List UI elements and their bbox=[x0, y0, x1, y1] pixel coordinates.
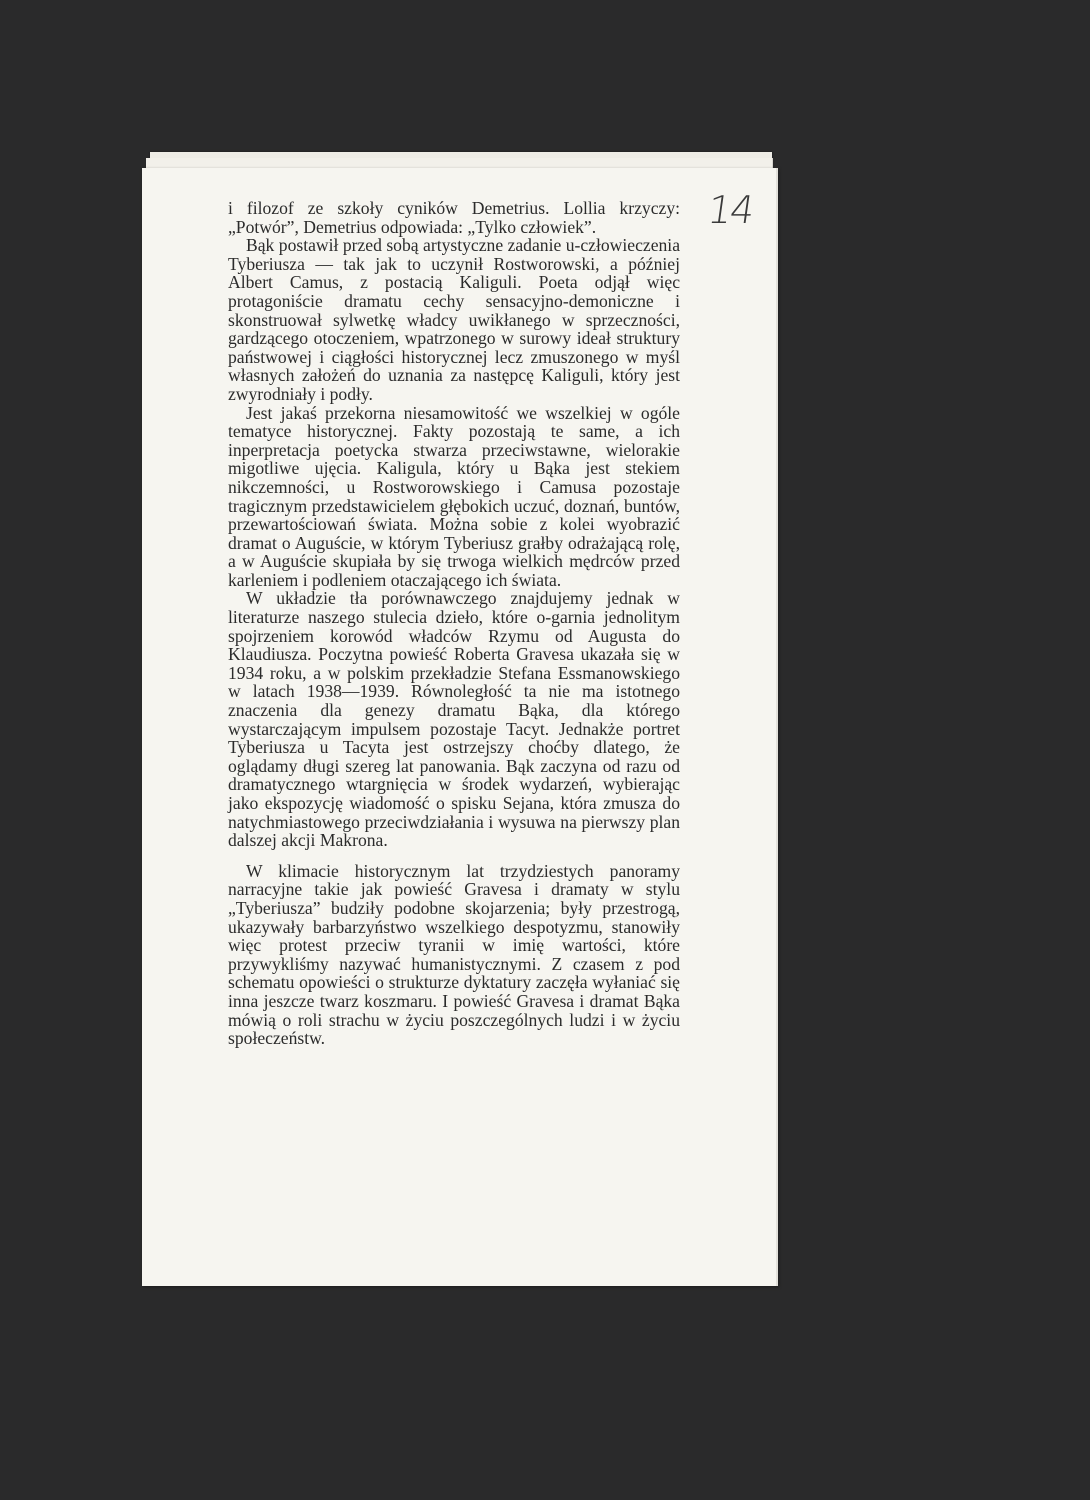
paragraph-2: Bąk postawił przed sobą artystyczne zadanie u-człowieczenia Tyberiusza — tak jak to uczynił Rostworowski, a później Albert Camus, z postacią Kaliguli. Poeta odjął więc protagoniście dramatu cechy sensacyjno-demoniczne i skonstruował sylwetkę władcy uwikłanego w sprzeczności, gardzącego otoczeniem, wpatrzonego w surowy ideał struktury państwowej i ciągłości historycznej lecz zmuszonego w myśl własnych założeń do uznania za następcę Kaliguli, który jest zwyrodniały i podły. bbox=[228, 235, 680, 404]
paragraph-4: W układzie tła porównawczego znajdujemy jednak w literaturze naszego stulecia dzieło, które o-garnia jednolitym spojrzeniem korowód władców Rzymu od Augusta do Klaudiusza. Poczytna powieść Roberta Gravesa ukazała się w 1934 roku, a w polskim przekładzie Stefana Essmanowskiego w latach 1938—1939. Równoległość ta nie ma istotnego znaczenia dla genezy dramatu Bąka, dla którego wystarczającym impulsem pozostaje Tacyt. Jednakże portret Tyberiusza u Tacyta jest ostrzejszy choćby dlatego, że oglądamy długi szereg lat panowania. Bąk zaczyna od razu od dramatycznego wtargnięcia w środek wydarzeń, wybierając jako ekspozycję wiadomość o spisku Sejana, która zmusza do natychmiastowego przeciwdziałania i wysuwa na pierwszy plan dalszej akcji Makrona. bbox=[228, 588, 680, 851]
paragraph-3: Jest jakaś przekorna niesamowitość we wszelkiej w ogóle tematyce historycznej. Fakty pozostają te same, a ich inperpretacja poetycka stwarza przeciwstawne, wielorakie migotliwe ujęcia. Kaligula, który u Bąka jest stekiem nikczemności, u Rostworowskiego i Camusa pozostaje tragicznym przedstawicielem głębokich uczuć, doznań, buntów, przewartościowań świata. Można sobie z kolei wyobrazić dramat o Auguście, w którym Tyberiusz grałby odrażającą rolę, a w Auguście skupiała by się trwoga wielkich mędrców przed karleniem i podleniem otaczającego ich świata. bbox=[228, 402, 680, 590]
paragraph-1: i filozof ze szkoły cyników Demetrius. Lollia krzyczy: „Potwór”, Demetrius odpowiada: „Tylko człowiek”. bbox=[228, 198, 680, 237]
handwritten-page-number: 14 bbox=[704, 188, 756, 232]
paragraph-5: W klimacie historycznym lat trzydziestych panoramy narracyjne takie jak powieść Gravesa i dramaty w stylu „Tyberiusza” budziły podobne skojarzenia; były przestrogą, ukazywały barbarzyństwo wszelkiego despotyzmu, stanowiły więc protest przeciw tyranii w imię wartości, które przywykliśmy nazywać humanistycznymi. Z czasem z pod schematu opowieści o strukturze dyktatury zaczęła wyłaniać się inna jeszcze twarz koszmaru. I powieść Gravesa i dramat Bąka mówią o roli strachu w życiu poszczególnych ludzi i w życiu społeczeństw. bbox=[228, 860, 680, 1049]
page-body-text bbox=[228, 199, 680, 1048]
